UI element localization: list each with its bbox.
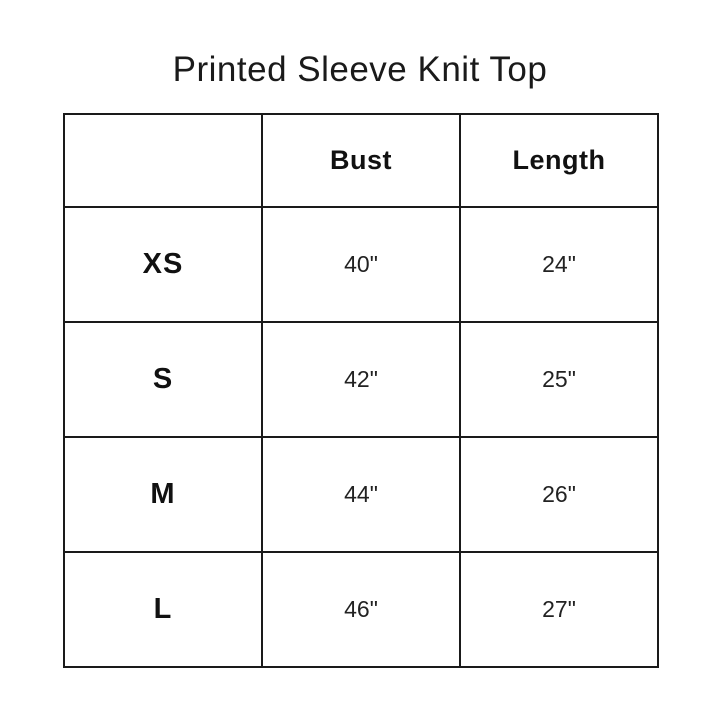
size-label: M — [64, 437, 262, 552]
table-row-s — [64, 322, 658, 437]
size-label: XS — [64, 207, 262, 322]
table-row-l — [64, 552, 658, 667]
column-header-bust: Bust — [262, 114, 460, 207]
corner-cell — [64, 114, 262, 207]
length-value: 24" — [460, 207, 658, 322]
bust-value: 40" — [262, 207, 460, 322]
page-title: Printed Sleeve Knit Top — [172, 50, 548, 89]
bust-value: 46" — [262, 552, 460, 667]
table-row-xs — [64, 207, 658, 322]
length-value: 26" — [460, 437, 658, 552]
size-label: L — [64, 552, 262, 667]
header-row — [64, 114, 658, 207]
table-row-m — [64, 437, 658, 552]
column-header-length: Length — [460, 114, 658, 207]
bust-value: 42" — [262, 322, 460, 437]
bust-value: 44" — [262, 437, 460, 552]
size-label: S — [64, 322, 262, 437]
length-value: 27" — [460, 552, 658, 667]
length-value: 25" — [460, 322, 658, 437]
size-chart-table — [63, 113, 659, 668]
